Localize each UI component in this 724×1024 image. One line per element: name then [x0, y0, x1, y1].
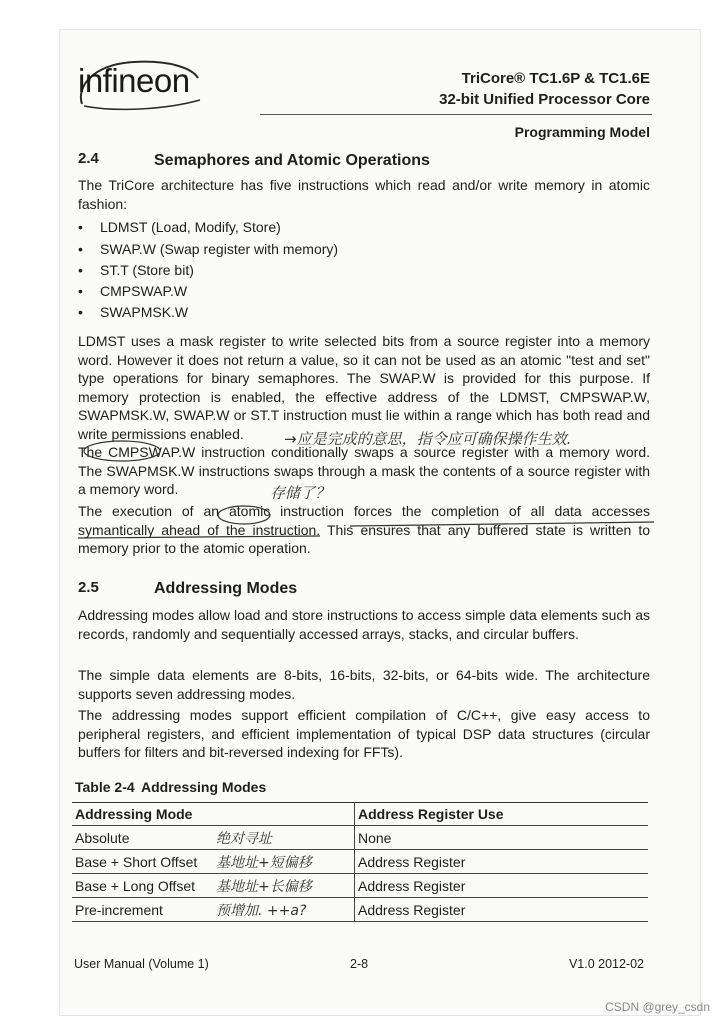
list-item: • LDMST (Load, Modify, Store): [78, 219, 281, 235]
table-cell-use: Address Register: [355, 850, 649, 874]
table-caption-title: Addressing Modes: [141, 779, 267, 795]
infineon-logo: infineon: [78, 62, 190, 99]
list-item: • CMPSWAP.W: [78, 283, 188, 299]
handwritten-note: 基地址+短偏移: [216, 855, 312, 871]
page-number: 2-8: [350, 957, 369, 971]
table-cell-mode: Base + Short Offset 基地址+短偏移: [72, 850, 355, 874]
handwritten-note: 基地址+长偏移: [216, 879, 312, 895]
handwritten-note: →应是完成的意思，指令应可确保操作生效.: [284, 430, 572, 448]
table-row: [72, 850, 648, 874]
section-number: 2.4: [78, 150, 99, 167]
section-title: Addressing Modes: [154, 580, 298, 597]
paragraph: The addressing modes support efficient compilation of C/C++, give easy access to peripheral registers, and efficient implementation of typical DSP data structures (circular buffers for filters and bit-reversed indexing for FFTs).: [78, 707, 650, 760]
table-cell-use: Address Register: [355, 898, 649, 922]
table-caption-number: Table 2-4: [75, 779, 135, 795]
footer-version: V1.0 2012-02: [568, 957, 644, 971]
paragraph: LDMST uses a mask register to write selected bits from a source register into a memory word. However it does not return a value, so it can not be used as an atomic "test and set" type operations for binary semaphores. The SWAP.W is provided for this purpose. If memory protection is enabled, the effective address of the LDMST, CMPSWAP.W, SWAPMSK.W, SWAP.W or ST.T instruction must lie within a range which has both read and write permissions enabled.: [78, 333, 650, 442]
watermark: CSDN @grey_csdn: [605, 1000, 710, 1014]
list-item: • SWAPMSK.W: [78, 304, 189, 320]
table-cell-use: Address Register: [355, 874, 649, 898]
list-item: • SWAP.W (Swap register with memory): [78, 241, 339, 257]
column-header: Address Register Use: [355, 803, 649, 826]
addressing-modes-table: [72, 802, 648, 922]
table-cell-mode: Pre-increment 预增加. ++a?: [72, 898, 355, 922]
section-intro: The TriCore architecture has five instructions which read and/or write memory in atomic fashion:: [78, 177, 650, 212]
table-cell-mode: Base + Long Offset 基地址+长偏移: [72, 874, 355, 898]
table-row: [72, 826, 648, 850]
table-header-row: [72, 803, 648, 826]
table-cell-mode: Absolute 绝对寻址: [72, 826, 355, 850]
column-header: Addressing Mode: [72, 803, 355, 826]
section-number: 2.5: [78, 579, 99, 596]
handwritten-note: 存储了？: [270, 484, 331, 502]
handwritten-note: 绝对寻址: [216, 831, 272, 847]
table-row: [72, 898, 648, 922]
header-divider: [260, 114, 652, 115]
table-cell-use: None: [355, 826, 649, 850]
paragraph: Addressing modes allow load and store instructions to access simple data elements such as records, randomly and sequentially accessed arrays, stacks, and circular buffers.: [78, 607, 650, 642]
footer-left: User Manual (Volume 1): [74, 957, 209, 971]
paragraph: The simple data elements are 8-bits, 16-bits, 32-bits, or 64-bits wide. The architecture supports seven addressing modes.: [78, 667, 650, 702]
paragraph: The execution of an atomic instruction forces the completion of all data accesses symantically ahead of the instruction. This ensures that any buffered state is written to memory prior to the atomic operation.: [78, 503, 650, 556]
handwritten-markup: [74, 434, 654, 546]
table-row: [72, 874, 648, 898]
chapter-title: Programming Model: [514, 124, 650, 140]
list-item: • ST.T (Store bit): [78, 262, 194, 278]
paragraph: The CMPSWAP.W instruction conditionally swaps a source register with a memory word. The SWAPMSK.W instructions swaps through a mask the contents of a source register with a memory word.: [78, 444, 650, 497]
product-name: TriCore® TC1.6P & TC1.6E: [461, 70, 650, 87]
handwritten-note: 预增加. ++a?: [216, 903, 307, 919]
document-subtitle: 32-bit Unified Processor Core: [439, 91, 650, 108]
section-title: Semaphores and Atomic Operations: [154, 152, 430, 169]
